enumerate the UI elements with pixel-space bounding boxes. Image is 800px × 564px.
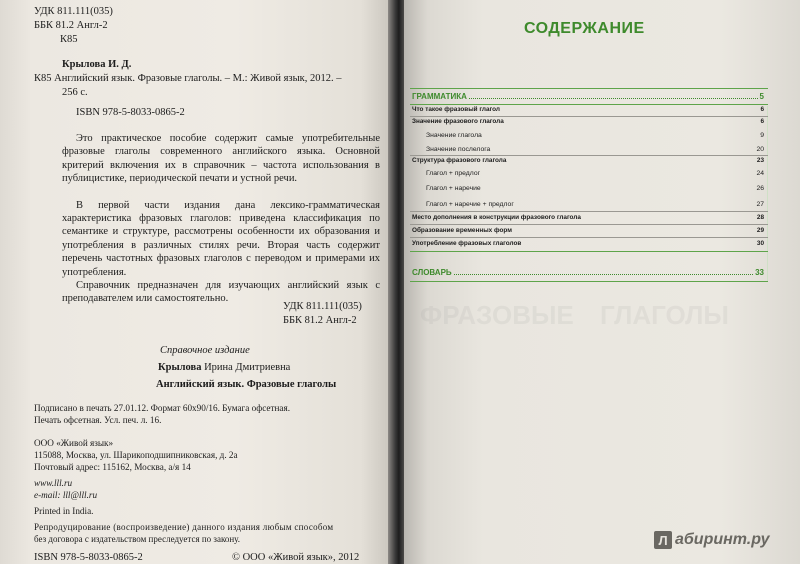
toc-entry[interactable] [412,201,764,208]
biblio-line-2: 256 с. [62,87,88,98]
annotation-block [62,132,380,306]
annotation-paragraph: В первой части издания дана лексико-грамматическая характеристика фразовых глаголов: приведена классификация по семантике и структуре, рассмотрены особенности их образования и употребления в различных стилях речи. Вторая часть содержит перечень частотных фразовых глаголов с переводом и примерами их употребления. [62,199,380,278]
annotation-paragraph: Справочник предназначен для изучающих английский язык с преподавателем или самостоятельно. [62,280,380,305]
toc-title: СОДЕРЖАНИЕ [524,20,645,37]
watermark-text: абиринт.ру [675,531,770,548]
edition-type: Справочное издание [160,345,250,356]
printed-in: Printed in India. [34,506,94,516]
toc-entry-page: 27 [756,201,764,208]
labirint-watermark [654,531,770,549]
toc-entry-page: 6 [760,118,764,125]
isbn: ISBN 978-5-8033-0865-2 [76,107,185,118]
toc-entry-label: Структура фразового глагола [412,157,507,164]
print-info-line-1: Подписано в печать 27.01.12. Формат 60х90/16. Бумага офсетная. [34,403,291,413]
postal-address: Почтовый адрес: 115162, Москва, а/я 14 [34,462,191,472]
toc-entry[interactable] [412,157,764,164]
right-page [404,0,800,564]
toc-side-rule [767,106,768,282]
toc-divider [410,104,768,105]
author-surname: Крылова [158,362,202,373]
rights-line-2: без договора с издательством преследуется по закону. [34,534,241,544]
toc-section-grammar[interactable] [412,92,764,101]
toc-entry-page: 23 [756,157,764,164]
toc-entry-label: Место дополнения в конструкции фразового глагола [412,214,581,221]
author-heading: Крылова И. Д. [62,59,132,70]
rights-line-1: Репродуцирование (воспроизведение) данного издания любым способом [34,522,334,532]
udk-top: УДК 811.111(035) [34,6,113,17]
toc-entry[interactable] [412,132,764,139]
toc-divider [410,224,768,225]
book-title: Английский язык. Фразовые глаголы [156,379,337,390]
copyright: © ООО «Живой язык», 2012 [232,552,360,563]
show-through-text: ФРАЗОВЫЕ [420,300,574,330]
toc-entry-label: Значение глагола [426,132,482,139]
toc-divider [410,237,768,238]
toc-entry-label: Глагол + наречие + предлог [426,201,514,208]
toc-divider [410,211,768,212]
toc-divider [410,281,768,282]
toc-entry-page: 29 [756,227,764,234]
labirint-logo-icon: Л [654,531,672,549]
left-page [0,0,392,564]
email-link[interactable]: e-mail: lll@lll.ru [34,490,98,500]
print-info-line-2: Печать офсетная. Усл. печ. л. 16. [34,415,162,425]
toc-entry-page: 6 [760,106,764,113]
toc-entry[interactable] [412,170,764,177]
toc-section-page: 5 [759,92,764,101]
dot-leader [469,98,758,99]
toc-entry[interactable] [412,106,764,113]
toc-entry[interactable] [412,146,764,153]
toc-entry-label: Глагол + наречие [426,185,481,192]
toc-entry-label: Глагол + предлог [426,170,481,177]
toc-section-label: ГРАММАТИКА [412,92,467,101]
bbk-bottom: ББК 81.2 Англ-2 [283,315,357,326]
toc-section-dictionary[interactable] [412,268,764,277]
dot-leader [454,274,753,275]
toc-entry[interactable] [412,227,764,234]
toc-entry-page: 30 [756,240,764,247]
toc-entry-page: 20 [756,146,764,153]
author-given-name: Ирина Дмитриевна [204,362,291,373]
toc-section-label: СЛОВАРЬ [412,268,452,277]
toc-divider [410,116,768,117]
publisher-name: ООО «Живой язык» [34,438,114,448]
toc-entry[interactable] [412,240,764,247]
biblio-line-1: К85 Английский язык. Фразовые глаголы. – М.: Живой язык, 2012. – [34,73,342,84]
toc-entry-label: Значение послелога [426,146,491,153]
show-through-text: ГЛАГОЛЫ [600,300,729,330]
publisher-address: 115088, Москва, ул. Шарикоподшипниковская, д. 2а [34,450,238,460]
toc-entry[interactable] [412,214,764,221]
bbk-top: ББК 81.2 Англ-2 [34,20,108,31]
toc-entry[interactable] [412,118,764,125]
isbn-bottom: ISBN 978-5-8033-0865-2 [34,552,143,563]
author-full-name [158,361,290,374]
toc-divider [410,88,768,89]
annotation-paragraph: Это практическое пособие содержит самые употребительные фразовые глаголы современного английского языка. Основной критерий включения их в справочник – частота использования в публицистике, периодической печати и устной речи. [62,133,380,185]
toc-entry-page: 24 [756,170,764,177]
toc-entry-label: Употребление фразовых глаголов [412,240,522,247]
toc-divider [410,155,768,156]
library-code: К85 [60,34,78,45]
toc-entry-label: Образование временных форм [412,227,512,234]
toc-entry[interactable] [412,185,764,192]
toc-entry-label: Что такое фразовый глагол [412,106,500,113]
toc-section-page: 33 [755,268,764,277]
toc-entry-page: 26 [756,185,764,192]
udk-bottom: УДК 811.111(035) [283,301,362,312]
toc-divider [410,251,768,252]
toc-entry-page: 9 [760,132,764,139]
toc-entry-page: 28 [756,214,764,221]
website-link[interactable]: www.lll.ru [34,478,73,488]
toc-entry-label: Значение фразового глагола [412,118,504,125]
